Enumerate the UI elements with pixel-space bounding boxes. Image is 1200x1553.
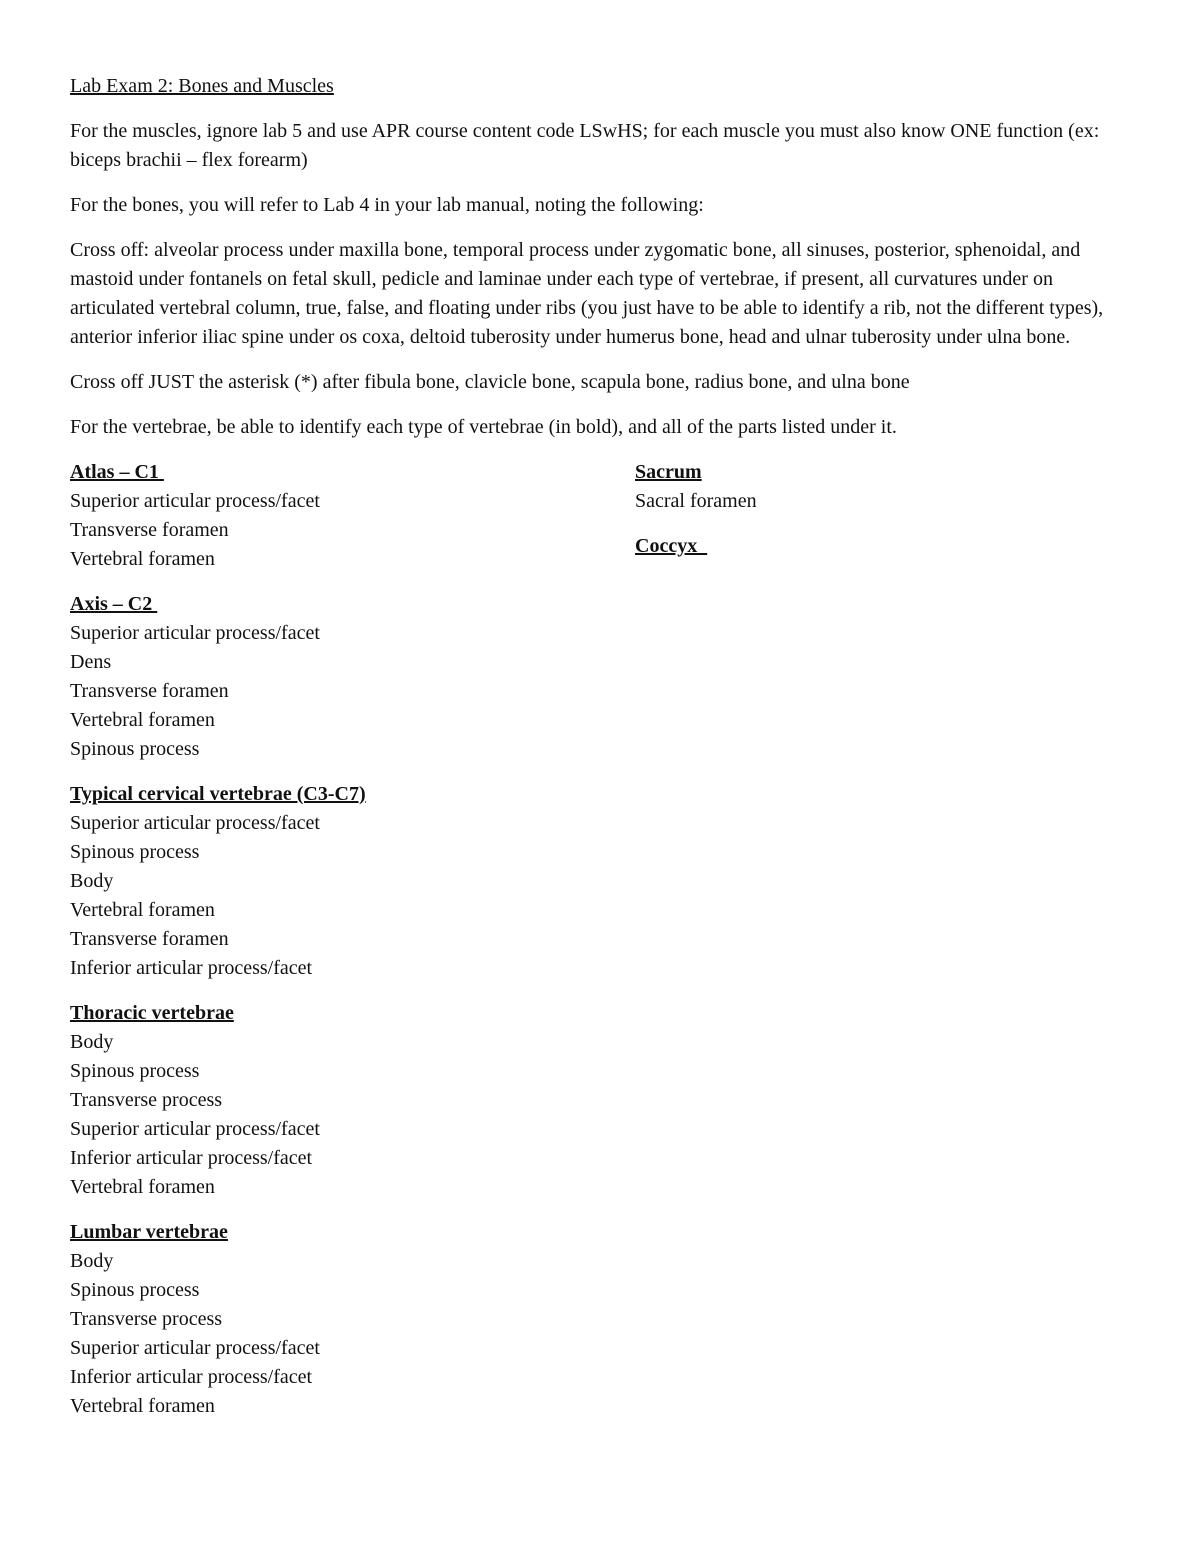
list-item: Dens xyxy=(70,651,112,673)
document-page xyxy=(70,72,1130,1417)
vertebra-group-coccyx xyxy=(635,532,1115,561)
list-item: Transverse foramen xyxy=(70,519,229,541)
vertebra-group-atlas xyxy=(70,458,610,574)
asterisk-instructions: Cross off JUST the asterisk (*) after fibula bone, clavicle bone, scapula bone, radius bone, and ulna bone xyxy=(70,371,910,393)
list-item: Transverse foramen xyxy=(70,928,229,950)
list-item: Superior articular process/facet xyxy=(70,490,320,512)
group-heading: Sacrum xyxy=(635,461,702,483)
vertebra-group-cervical xyxy=(70,780,610,983)
list-item: Inferior articular process/facet xyxy=(70,1147,313,1169)
muscles-instructions: For the muscles, ignore lab 5 and use APR course content code LSwHS; for each muscle you must also know ONE function (ex: biceps brachii – flex forearm) xyxy=(70,120,1100,171)
list-item: Superior articular process/facet xyxy=(70,622,320,644)
list-item: Superior articular process/facet xyxy=(70,812,320,834)
group-heading: Thoracic vertebrae xyxy=(70,1002,234,1024)
list-item: Spinous process xyxy=(70,1279,200,1301)
list-item: Vertebral foramen xyxy=(70,548,215,570)
left-column xyxy=(70,458,610,1437)
list-item: Inferior articular process/facet xyxy=(70,957,313,979)
list-item: Transverse process xyxy=(70,1308,223,1330)
list-item: Body xyxy=(70,870,114,892)
vertebrae-instructions: For the vertebrae, be able to identify each type of vertebrae (in bold), and all of the parts listed under it. xyxy=(70,416,897,438)
list-item: Spinous process xyxy=(70,1060,200,1082)
group-heading: Typical cervical vertebrae (C3-C7) xyxy=(70,783,366,805)
list-item: Transverse process xyxy=(70,1089,223,1111)
list-item: Vertebral foramen xyxy=(70,899,215,921)
list-item: Inferior articular process/facet xyxy=(70,1366,313,1388)
vertebra-group-thoracic xyxy=(70,999,610,1202)
list-item: Body xyxy=(70,1031,114,1053)
vertebra-group-axis xyxy=(70,590,610,764)
group-heading: Axis – C2 xyxy=(70,593,158,615)
list-item: Vertebral foramen xyxy=(70,709,215,731)
list-item: Vertebral foramen xyxy=(70,1176,215,1198)
cross-off-list: Cross off: alveolar process under maxilla bone, temporal process under zygomatic bone, all sinuses, posterior, sphenoidal, and mastoid under fontanels on fetal skull, pedicle and laminae under each type of vertebrae, if present, all curvatures under on articulated vertebral column, true, false, and floating under ribs (you just have to be able to identify a rib, not the different types), anterior inferior iliac spine under os coxa, deltoid tuberosity under humerus bone, head and ulnar tuberosity under ulna bone. xyxy=(70,239,1104,348)
group-heading: Atlas – C1 xyxy=(70,461,164,483)
list-item: Transverse foramen xyxy=(70,680,229,702)
vertebra-group-lumbar xyxy=(70,1218,610,1421)
document-title: Lab Exam 2: Bones and Muscles xyxy=(70,75,334,97)
bones-instructions: For the bones, you will refer to Lab 4 in your lab manual, noting the following: xyxy=(70,194,704,216)
list-item: Spinous process xyxy=(70,738,200,760)
right-column xyxy=(635,458,1115,577)
group-heading: Coccyx xyxy=(635,535,708,557)
list-item: Vertebral foramen xyxy=(70,1395,215,1417)
list-item: Body xyxy=(70,1250,114,1272)
list-item: Superior articular process/facet xyxy=(70,1337,320,1359)
group-heading: Lumbar vertebrae xyxy=(70,1221,228,1243)
list-item: Spinous process xyxy=(70,841,200,863)
list-item: Sacral foramen xyxy=(635,490,757,512)
vertebra-group-sacrum xyxy=(635,458,1115,516)
list-item: Superior articular process/facet xyxy=(70,1118,320,1140)
